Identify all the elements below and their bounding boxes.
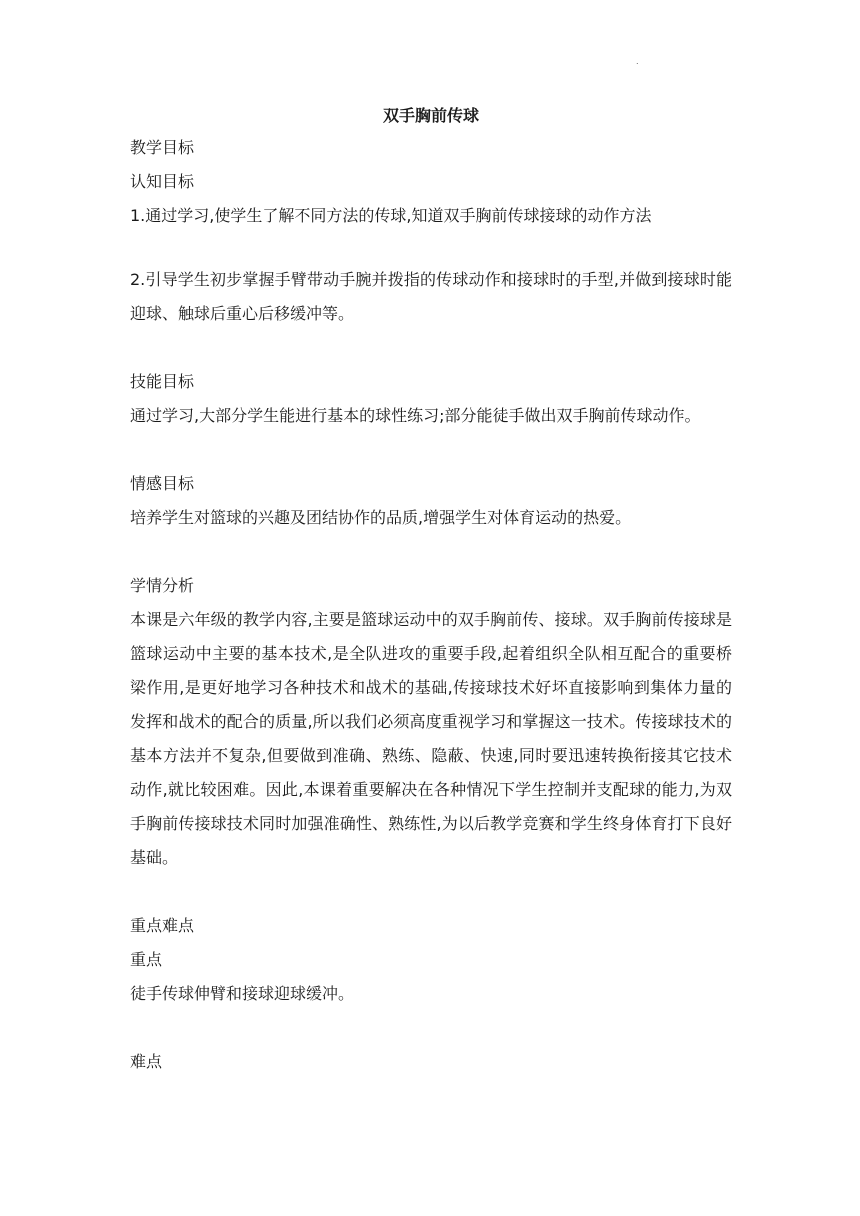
subheading-difficult: 难点 [130, 1052, 163, 1071]
section-heading-analysis: 学情分析 [130, 576, 195, 595]
subheading-cognitive: 认知目标 [130, 172, 195, 191]
subheading-key: 重点 [130, 950, 163, 969]
header-mark: . [636, 57, 639, 66]
blank-line [130, 233, 732, 263]
document-title: 双手胸前传球 [382, 106, 479, 125]
blank-line [130, 433, 732, 467]
key-text: 徒手传球伸臂和接球迎球缓冲。 [130, 984, 355, 1003]
emotion-text: 培养学生对篮球的兴趣及团结协作的品质,增强学生对体育运动的热爱。 [130, 508, 632, 527]
section-heading-goals: 教学目标 [130, 138, 195, 157]
document-body [130, 100, 732, 1079]
skill-text: 通过学习,大部分学生能进行基本的球性练习;部分能徒手做出双手胸前传球动作。 [130, 406, 701, 425]
analysis-text: 本课是六年级的教学内容,主要是篮球运动中的双手胸前传、接球。双手胸前传接球是篮球运动中主要的基本技术,是全队进攻的重要手段,起着组织全队相互配合的重要桥梁作用,是更好地学习各种技术和战术的基础,传接球技术好坏直接影响到集体力量的发挥和战术的配合的质量,所以我们必须高度重视学习和掌握这一技术。传接球技术的基本方法并不复杂,但要做到准确、熟练、隐蔽、快速,同时要迅速转换衔接其它技术动作,就比较困难。因此,本课着重要解决在各种情况下学生控制并支配球的能力,为双手胸前传接球技术同时加强准确性、熟练性,为以后教学竞赛和学生终身体育打下良好基础。 [130, 610, 732, 867]
subheading-skill: 技能目标 [130, 372, 195, 391]
blank-line [130, 331, 732, 365]
section-heading-key-points: 重点难点 [130, 916, 195, 935]
blank-line [130, 1011, 732, 1045]
subheading-emotion: 情感目标 [130, 474, 195, 493]
blank-line [130, 535, 732, 569]
cognitive-item-2: 2.引导学生初步掌握手臂带动手腕并拨指的传球动作和接球时的手型,并做到接球时能迎球、触球后重心后移缓冲等。 [130, 270, 732, 323]
blank-line [130, 875, 732, 909]
cognitive-item-1: 1.通过学习,使学生了解不同方法的传球,知道双手胸前传球接球的动作方法 [130, 206, 652, 225]
